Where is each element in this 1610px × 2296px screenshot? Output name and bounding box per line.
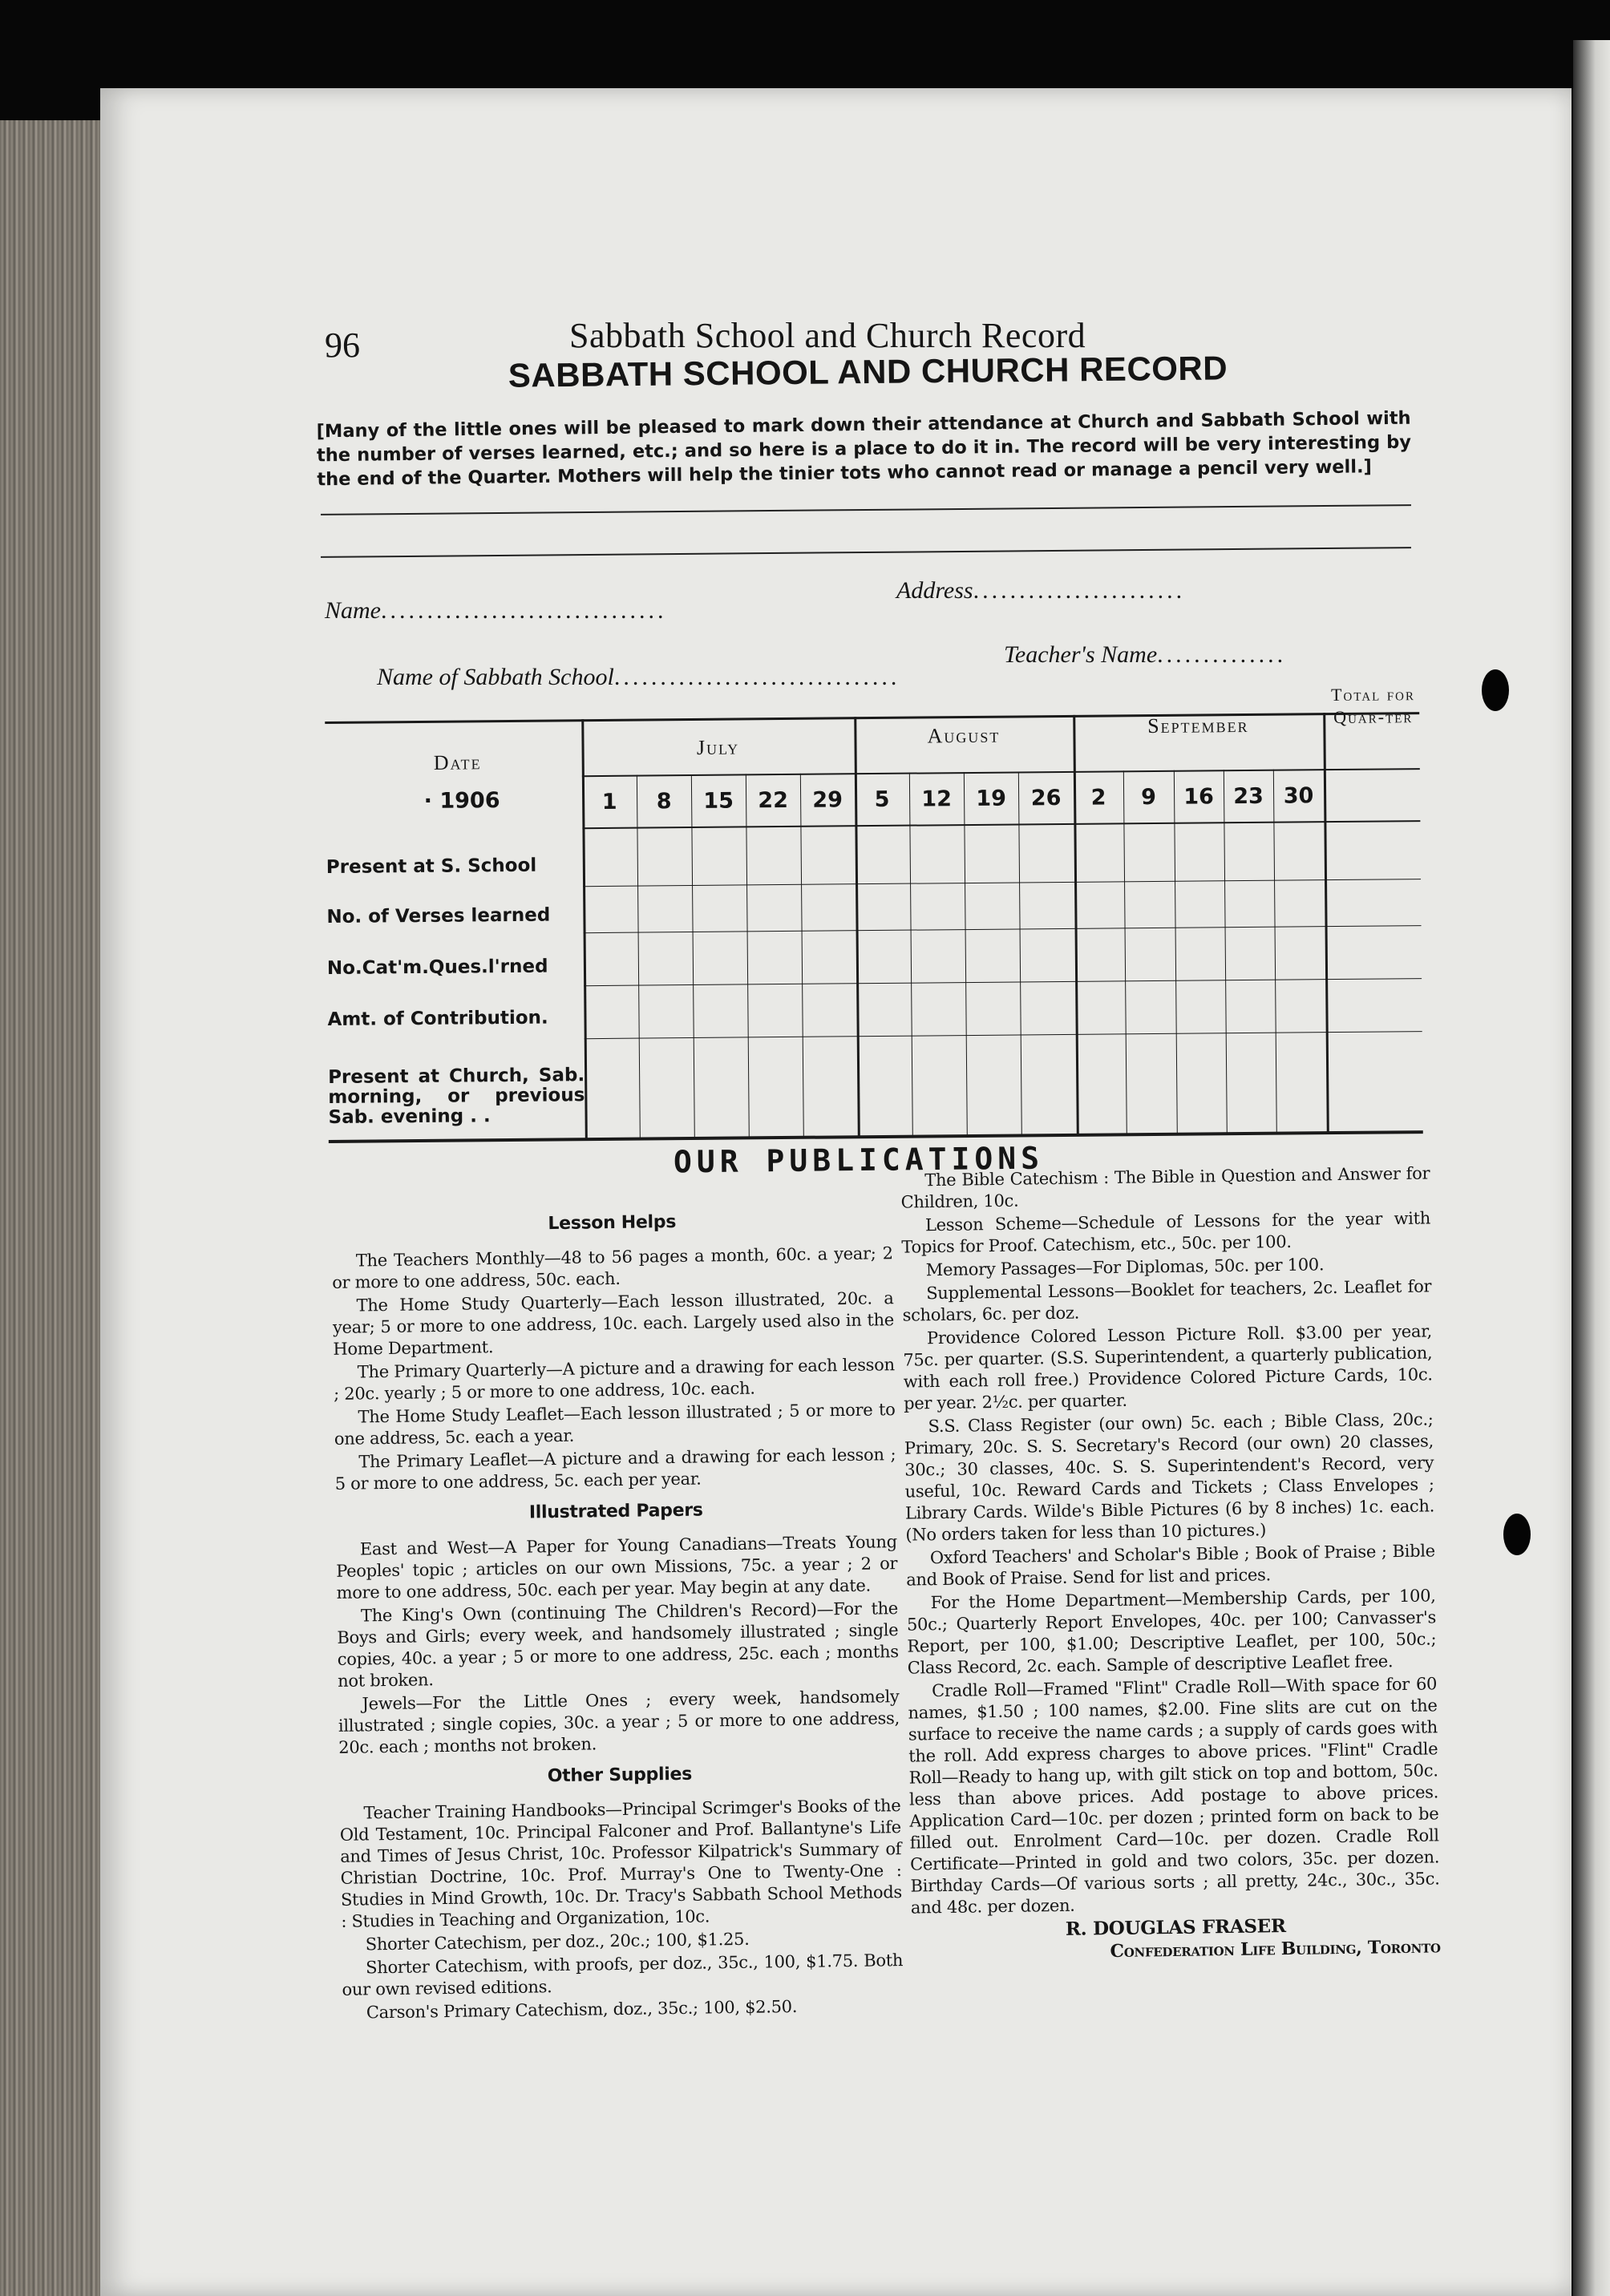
day-cell: 16 xyxy=(1183,784,1215,810)
other-supplies-heading: Other Supplies xyxy=(547,1764,693,1787)
day-cell: 9 xyxy=(1141,784,1157,810)
publication-item: Carson's Primary Catechism, doz., 35c.; 100, $2.50. xyxy=(366,1996,798,2023)
row-rule xyxy=(583,879,1421,887)
row-rule xyxy=(584,978,1422,986)
page-number: 96 xyxy=(325,325,360,365)
publication-item: The King's Own (continuing The Children's Record)—For the Boys and Girls; every week, and handsomely illustrated ; single copies, 40c. a year ; 5 or more to one address, 25c. each ; months not broken. xyxy=(337,1599,899,1691)
day-rule-v xyxy=(746,774,750,1138)
book-page-edges xyxy=(0,120,104,2296)
publication-item: Shorter Catechism, per doz., 20c.; 100, $1.25. xyxy=(365,1929,750,1954)
publication-item: The Teachers Monthly—48 to 56 pages a month, 60c. a year; 2 or more to one address, 50c. each. xyxy=(332,1243,893,1292)
lesson-helps-heading: Lesson Helps xyxy=(548,1211,677,1235)
day-rule xyxy=(582,820,1420,829)
day-cell: 29 xyxy=(812,787,843,813)
publisher-address: Confederation Life Building, Toronto xyxy=(1110,1936,1441,1963)
publication-item: Providence Colored Lesson Picture Roll. $3.00 per year, 75c. per quarter. (S.S. Superintendent, a quarterly publication, with each roll free.) Providence Colored Picture Cards, 10c. per year. 2½c. per quarter. xyxy=(903,1321,1433,1413)
day-rule-v xyxy=(637,775,641,1140)
day-cell: 2 xyxy=(1090,785,1106,810)
month-separator xyxy=(854,717,860,1138)
day-rule-v xyxy=(1018,771,1022,1136)
row-label-catechism: No.Cat'm.Ques.l'rned xyxy=(326,956,548,979)
day-rule-v xyxy=(1273,770,1277,1134)
day-cell: 15 xyxy=(703,788,734,814)
row-label-verses: No. of Verses learned xyxy=(326,904,551,928)
name-field: Name............................... xyxy=(325,597,667,624)
publications-heading: OUR PUBLICATIONS xyxy=(673,1140,1045,1180)
teacher-label: Teacher's Name xyxy=(1004,641,1158,668)
running-title: Sabbath School and Church Record xyxy=(569,316,1086,355)
day-cell: 23 xyxy=(1233,783,1264,810)
publication-item: East and West—A Paper for Young Canadians—Treats Young Peoples' topic ; articles on our own Missions, 75c. a year ; 2 or more to one address, 50c. each per year. May begin at any date. xyxy=(336,1532,898,1603)
publisher-signature: R. DOUGLAS FRASER xyxy=(1065,1915,1286,1940)
day-cell: 26 xyxy=(1030,785,1062,811)
name-label: Name xyxy=(325,597,381,624)
publication-item: The Home Study Leaflet—Each lesson illustrated ; 5 or more to one address, 5c. each a year. xyxy=(334,1400,896,1449)
date-label: Date xyxy=(433,750,482,774)
record-title: SABBATH SCHOOL AND CHURCH RECORD xyxy=(508,349,1228,394)
day-cell: 12 xyxy=(921,786,953,812)
month-september: September xyxy=(1147,713,1249,738)
row-label-present-church: Present at Church, Sab. morning, or previous Sab. evening . . xyxy=(328,1065,585,1128)
publication-item: Memory Passages—For Diplomas, 50c. per 100. xyxy=(925,1255,1325,1280)
punch-hole-lower xyxy=(1503,1514,1531,1555)
month-august: August xyxy=(927,723,1001,748)
year-label: · 1906 xyxy=(423,788,500,814)
publications-left-column xyxy=(331,1199,904,2026)
school-label: Name of Sabbath School xyxy=(377,664,614,690)
record-intro: [Many of the little ones will be pleased to mark down their attendance at Church and Sabbath School with the number of verses learned, etc.; and so here is a place to do it in. The record will be very interesting by the end of the Quarter. Mothers will help the tinier tots who cannot read or manage a pencil very well.] xyxy=(316,407,1412,491)
day-rule-v xyxy=(909,773,913,1138)
next-page-edge xyxy=(1573,40,1610,2296)
day-cell: 22 xyxy=(758,787,789,814)
publication-item: The Primary Leaflet—A picture and a drawing for each lesson ; 5 or more to one address, 5c. each per year. xyxy=(334,1445,896,1494)
punch-hole-upper xyxy=(1482,669,1509,711)
row-rule xyxy=(585,1031,1422,1039)
address-field: Address....................... xyxy=(896,577,1186,604)
row-rule xyxy=(584,925,1422,933)
address-label: Address xyxy=(896,577,973,604)
publication-item: Teacher Training Handbooks—Principal Scrimger's Books of the Old Testament, 10c. Principal Falconer and Prof. Ballantyne's Life and Times of Jesus Christ, 10c. Professor Kilpatrick's Summary of Christian Doctrine, 10c. Prof. Murray's One to Twenty-One : Studies in Mind Growth, 10c. Dr. Tracy's Sabbath School Methods : Studies in Teaching and Organization, 10c. xyxy=(339,1796,903,1931)
publication-item: For the Home Department—Membership Cards, per 100, 50c.; Quarterly Report Envelopes, 40c. per 100; Canvasser's Report, per 100, $1.00; Descriptive Leaflet, per 100, 50c.; Class Record, 2c. each. Sample of descriptive Leaflet free. xyxy=(906,1586,1437,1678)
month-july: July xyxy=(696,735,740,759)
publication-item: S.S. Class Register (our own) 5c. each ; Bible Class, 20c.; Primary, 20c. S. S. Secretary's Record (our own) 20 classes, 30c.; 30 classes, 40c. S. S. Superintendent's Record, very useful, 10c. Reward Cards and Tickets ; Class Envelopes ; Library Cards. Wilde's Bible Pictures (6 by 8 inches) 1c. each. (No orders taken for less than 10 pictures.) xyxy=(904,1409,1435,1545)
day-cell: 30 xyxy=(1283,783,1314,809)
day-rule-v xyxy=(1174,770,1178,1135)
publications-right-column xyxy=(900,1162,1441,1967)
day-rule-v xyxy=(964,772,968,1137)
publication-item: Oxford Teachers' and Scholar's Bible ; Book of Praise ; Bible and Book of Praise. Send for list and prices. xyxy=(906,1541,1435,1590)
month-rule xyxy=(582,768,1420,777)
teacher-field: Teacher's Name.............. xyxy=(1004,641,1287,668)
publication-item: Supplemental Lessons—Booklet for teachers, 2c. Leaflet for scholars, 6c. per doz. xyxy=(902,1276,1432,1325)
day-rule-v xyxy=(1123,770,1127,1135)
publication-item: The Primary Quarterly—A picture and a drawing for each lesson ; 20c. yearly ; 5 or more to one address, 10c. each. xyxy=(333,1355,895,1404)
day-cell: 19 xyxy=(976,786,1007,811)
day-cell: 5 xyxy=(874,786,890,813)
month-separator xyxy=(1073,715,1079,1136)
publication-item: Lesson Scheme—Schedule of Lessons for the year with Topics for Proof. Catechism, etc., 50c. per 100. xyxy=(901,1208,1431,1257)
total-label: Total for Quar-ter xyxy=(1330,684,1416,728)
day-rule-v xyxy=(691,774,695,1139)
day-rule-v xyxy=(800,774,804,1138)
total-separator xyxy=(1323,713,1329,1134)
attendance-table xyxy=(325,684,1423,1142)
row-label-contribution: Amt. of Contribution. xyxy=(327,1007,548,1030)
publication-item: Cradle Roll—Framed "Flint" Cradle Roll—With space for 60 names, $1.50 ; 100 names, $2.00. Fine slits are cut on the surface to receive the name cards ; a supply of cards goes with the roll. Add express charges to above prices. "Flint" Cradle Roll—Ready to hang up, with gilt stick on top and bottom, 50c. less than above prices. Add postage to above prices. Application Card—10c. per dozen ; printed form on back to be filled out. Enrolment Card—10c. per dozen. Cradle Roll Certificate—Printed in gold and two colors, 35c. per dozen. Birthday Cards—Of various sorts ; all pretty, 24c., 30c., 35c. and 48c. per dozen. xyxy=(908,1674,1440,1918)
publication-item: Shorter Catechism, with proofs, per doz., 35c., 100, $1.75. Both our own revised editions. xyxy=(342,1950,904,1999)
day-cell: 1 xyxy=(601,789,617,815)
illustrated-papers-heading: Illustrated Papers xyxy=(528,1500,703,1523)
publication-item: The Bible Catechism : The Bible in Question and Answer for Children, 10c. xyxy=(900,1163,1430,1212)
row-label-present-school: Present at S. School xyxy=(326,855,537,878)
publication-item: The Home Study Quarterly—Each lesson illustrated, 20c. a year; 5 or more to one address, 10c. each. Largely used also in the Home Department. xyxy=(332,1288,895,1359)
day-cell: 8 xyxy=(656,789,672,815)
school-field: Name of Sabbath School............................... xyxy=(377,664,900,690)
publication-item: Jewels—For the Little Ones ; every week, handsomely illustrated ; single copies, 30c. a year ; 5 or more to one address, 20c. each ; months not broken. xyxy=(338,1687,900,1757)
day-rule-v xyxy=(1224,770,1228,1134)
